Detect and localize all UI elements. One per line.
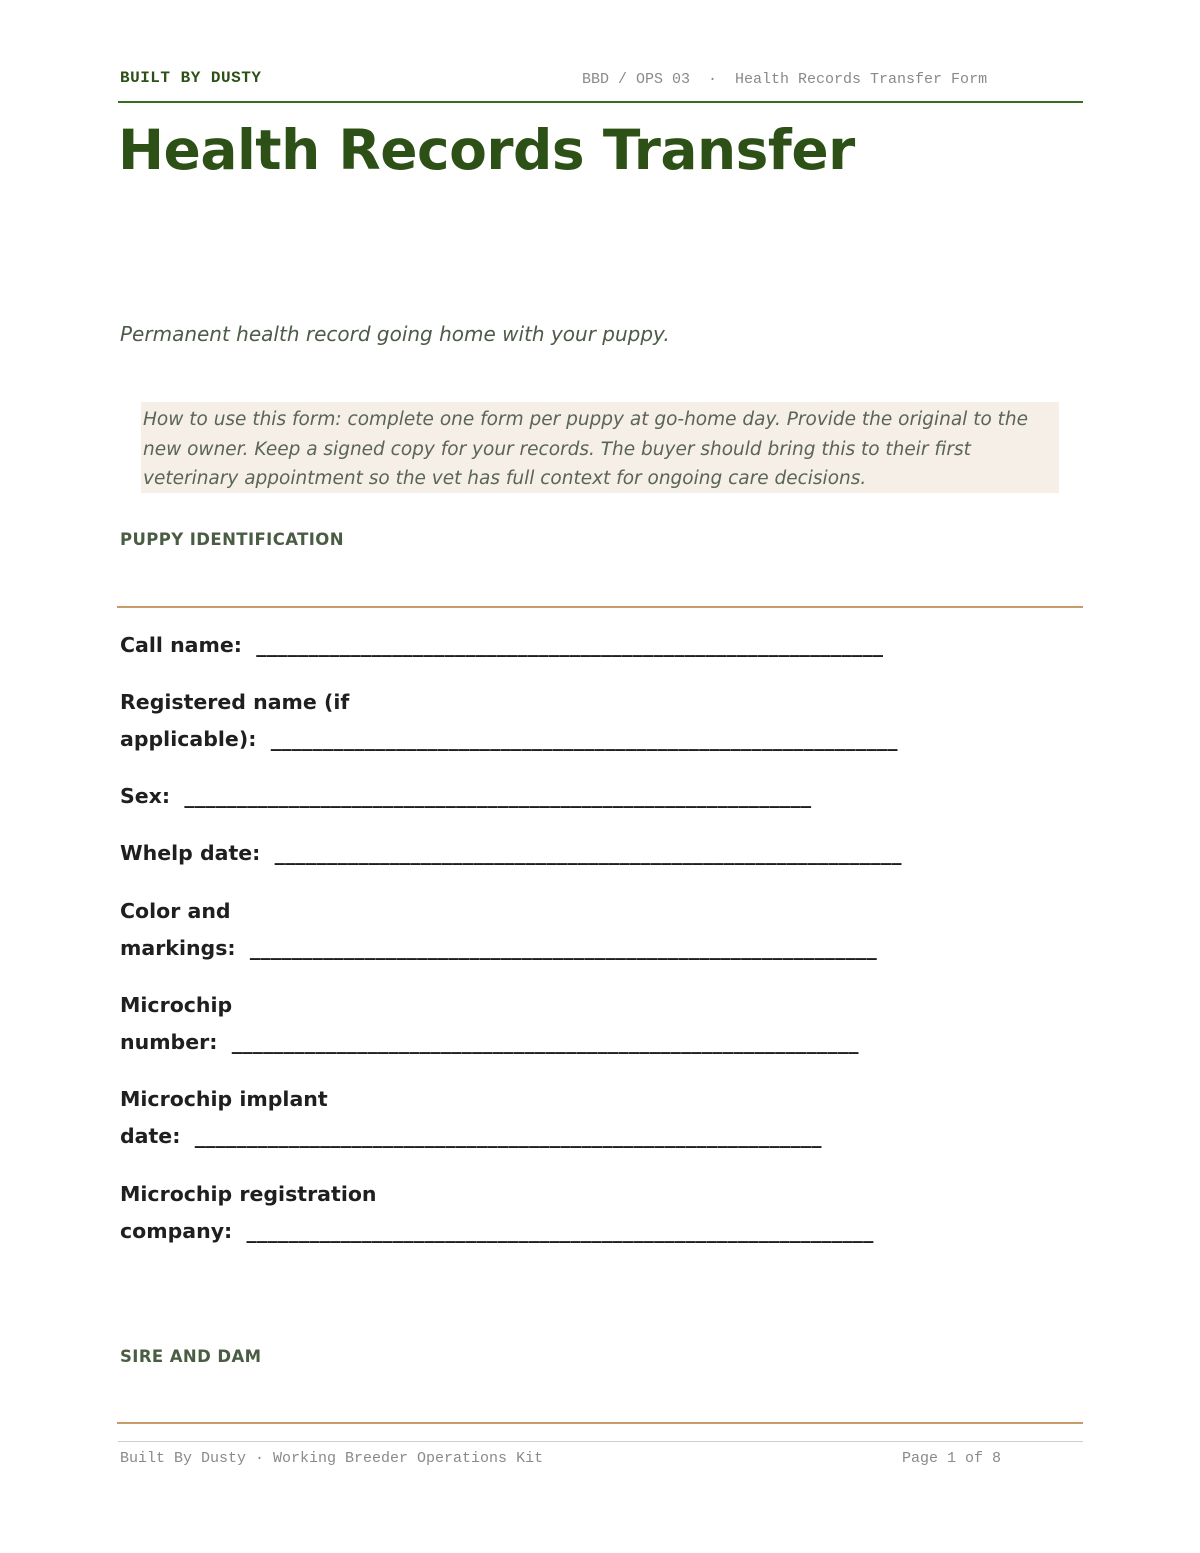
section-divider <box>117 1422 1083 1424</box>
field-label-microchip-registration-line2: company: <box>120 1219 233 1243</box>
footer-divider <box>118 1441 1083 1442</box>
field-whelp-date <box>120 835 902 872</box>
field-registered-name <box>120 684 898 758</box>
field-label-microchip-number-line2: number: <box>120 1030 218 1054</box>
footer-text: Built By Dusty · Working Breeder Operations Kit <box>120 1450 544 1467</box>
page-title: Health Records Transfer <box>118 118 855 182</box>
field-label-registered-name-line2: applicable): <box>120 727 257 751</box>
brand-name: BUILT BY DUSTY <box>120 69 262 87</box>
field-microchip-registration <box>120 1176 874 1250</box>
field-label-microchip-implant-date-line2: date: <box>120 1124 181 1148</box>
fill-in-blank-sex[interactable]: ____________________________________________________________ <box>184 784 812 808</box>
field-microchip-implant-date <box>120 1081 822 1155</box>
field-label-color-markings-line1: Color and <box>120 899 231 923</box>
page-subtitle: Permanent health record going home with your puppy. <box>120 322 670 346</box>
fill-in-blank-call-name[interactable]: ____________________________________________________________ <box>256 633 884 657</box>
field-label-microchip-number-line1: Microchip <box>120 993 233 1017</box>
header-divider <box>118 101 1083 103</box>
field-label-color-markings-line2: markings: <box>120 936 236 960</box>
fill-in-blank-microchip-number[interactable]: ____________________________________________________________ <box>231 1030 859 1054</box>
field-color-markings <box>120 893 877 967</box>
field-label-registered-name-line1: Registered name (if <box>120 690 350 714</box>
section-heading-sire-dam: SIRE AND DAM <box>120 1347 262 1366</box>
field-label-microchip-implant-date-line1: Microchip implant <box>120 1087 328 1111</box>
page-number: Page 1 of 8 <box>902 1450 1002 1467</box>
fill-in-blank-color-markings[interactable]: ____________________________________________________________ <box>249 936 877 960</box>
field-microchip-number <box>120 987 859 1061</box>
field-label-sex: Sex: <box>120 784 171 808</box>
fill-in-blank-microchip-registration[interactable]: ____________________________________________________________ <box>246 1219 874 1243</box>
field-label-microchip-registration-line1: Microchip registration <box>120 1182 377 1206</box>
fill-in-blank-registered-name[interactable]: ____________________________________________________________ <box>270 727 898 751</box>
field-label-whelp-date: Whelp date: <box>120 841 261 865</box>
section-divider <box>117 606 1083 608</box>
document-reference: BBD / OPS 03 · Health Records Transfer Form <box>582 71 988 88</box>
section-heading-puppy-identification: PUPPY IDENTIFICATION <box>120 530 344 549</box>
field-sex <box>120 778 811 815</box>
field-label-call-name: Call name: <box>120 633 242 657</box>
field-call-name <box>120 627 883 664</box>
fill-in-blank-microchip-implant-date[interactable]: ____________________________________________________________ <box>194 1124 822 1148</box>
instructions-box: How to use this form: complete one form per puppy at go-home day. Provide the original to the new owner. Keep a signed copy for your records. The buyer should bring this to their first veterinary appointment so the vet has full context for ongoing care decisions. <box>141 402 1059 493</box>
fill-in-blank-whelp-date[interactable]: ____________________________________________________________ <box>274 841 902 865</box>
